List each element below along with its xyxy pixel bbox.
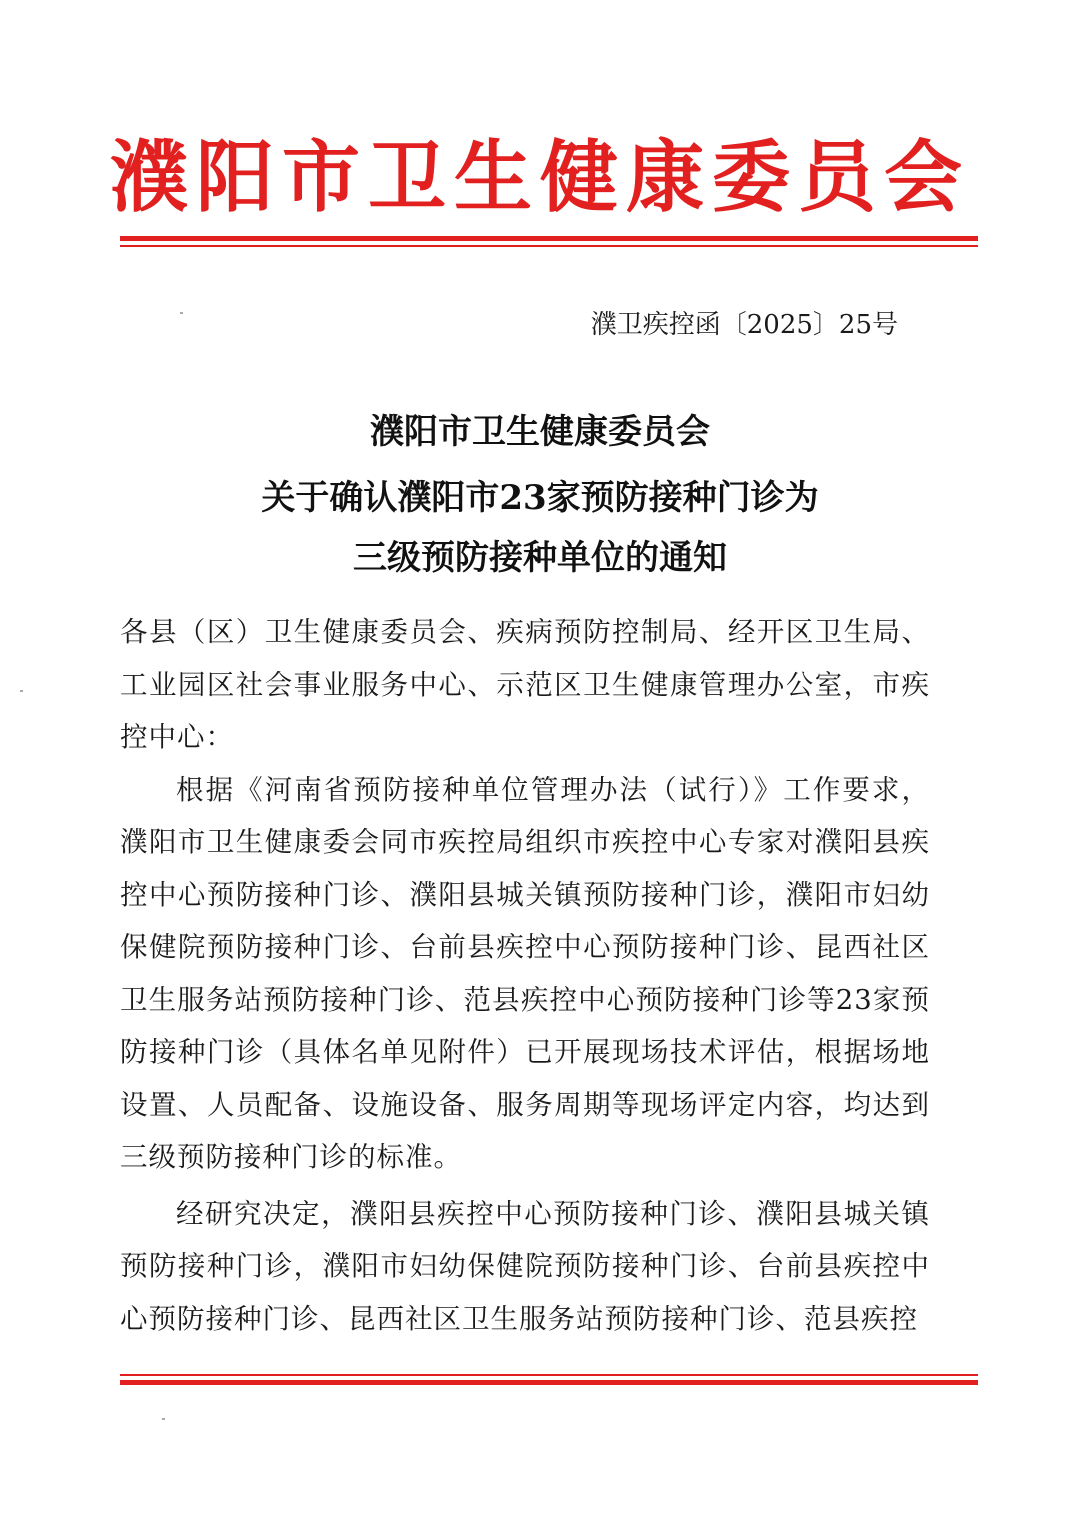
masthead-divider: [120, 236, 978, 247]
footer-divider: [120, 1374, 978, 1385]
addressee-paragraph: 各县（区）卫生健康委员会、疾病预防控制局、经开区卫生局、工业园区社会事业服务中心、示范区卫生健康管理办公室，市疾控中心：: [120, 616, 930, 753]
body-paragraph-2: 经研究决定，濮阳县疾控中心预防接种门诊、濮阳县城关镇预防接种门诊，濮阳市妇幼保健院预防接种门诊、台前县疾控中心预防接种门诊、昆西社区卫生服务站预防接种门诊、范县疾控: [120, 1197, 930, 1335]
document-body: [120, 606, 930, 1345]
document-title-line-2: 关于确认濮阳市23家预防接种门诊为: [261, 478, 819, 518]
document-title-line-1: 濮阳市卫生健康委员会: [370, 412, 710, 452]
scan-speck: [20, 690, 23, 692]
masthead-title: 濮阳市卫生健康委员会: [109, 132, 970, 223]
document-title-line-3: 三级预防接种单位的通知: [353, 538, 727, 578]
document-number: 濮卫疾控函〔2025〕25号: [590, 310, 898, 340]
scan-speck: [162, 1418, 165, 1420]
body-paragraph-1: 根据《河南省预防接种单位管理办法（试行）》工作要求，濮阳市卫生健康委会同市疾控局组织市疾控中心专家对濮阳县疾控中心预防接种门诊、濮阳县城关镇预防接种门诊，濮阳市妇幼保健院预防接种门诊、台前县疾控中心预防接种门诊、昆西社区卫生服务站预防接种门诊、范县疾控中心预防接种门诊等23家预防接种门诊（具体名单见附件）已开展现场技术评估，根据场地设置、人员配备、设施设备、服务周期等现场评定内容，均达到三级预防接种门诊的标准。: [120, 773, 930, 1173]
scan-speck: [180, 312, 183, 314]
